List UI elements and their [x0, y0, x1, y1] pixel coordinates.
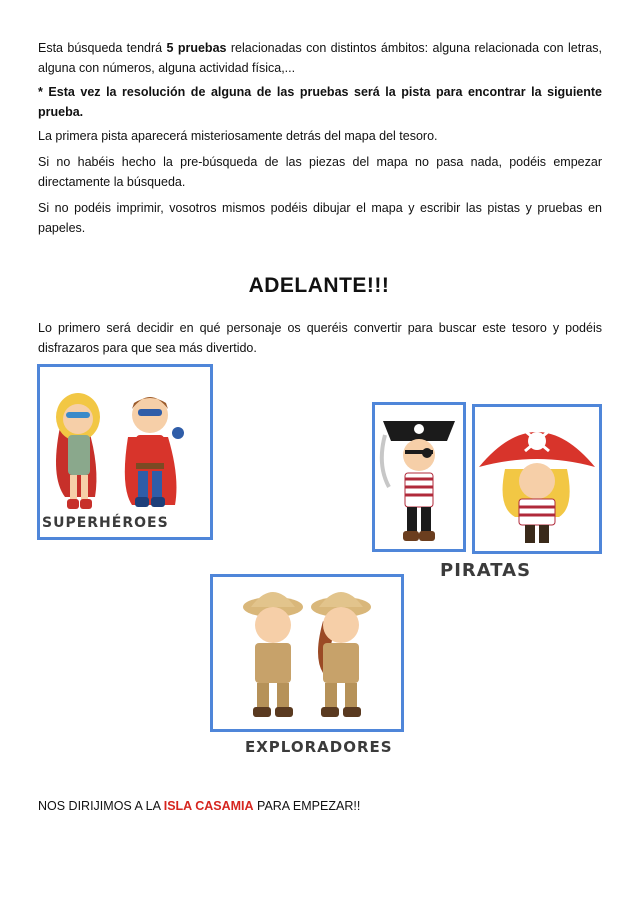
pirate-girl-card: [472, 404, 602, 554]
superheroes-illustration: [40, 367, 210, 537]
explorers-illustration: [213, 577, 401, 729]
clue-paragraph: La primera pista aparecerá misteriosamente detrás del mapa del tesoro.: [38, 129, 438, 143]
page-heading: ADELANTE!!!: [248, 274, 390, 297]
note-paragraph: * Esta vez la resolución de alguna de las pruebas será la pista para encontrar la siguiente prueba.: [38, 85, 602, 119]
intro-paragraph: [38, 38, 602, 78]
exploradores-label: EXPLORADORES: [245, 738, 393, 756]
intro-text-bold: 5 pruebas: [166, 41, 227, 55]
intro-text-a: Esta búsqueda tendrá: [38, 41, 167, 55]
closing-paragraph: [38, 796, 602, 816]
superheroes-card: [37, 364, 213, 540]
superheroes-label: SUPERHÉROES: [42, 515, 169, 531]
closing-text-c: PARA EMPEZAR!!: [253, 799, 361, 813]
intro-text-c: relacionadas con distintos ámbitos: alguna relacionada con letras, alguna con números, alguna actividad física,...: [38, 41, 602, 75]
explorers-card: [210, 574, 404, 732]
prehunt-paragraph: Si no habéis hecho la pre-búsqueda de las piezas del mapa no pasa nada, podéis empezar directamente la búsqueda.: [38, 155, 602, 189]
piratas-label: PIRATAS: [440, 560, 532, 581]
print-paragraph: Si no podéis imprimir, vosotros mismos podéis dibujar el mapa y escribir las pistas y pruebas en papeles.: [38, 201, 602, 235]
pirate-boy-illustration: [375, 405, 463, 549]
pirate-boy-card: [372, 402, 466, 552]
island-name: ISLA CASAMIA: [163, 799, 254, 813]
closing-text-a: NOS DIRIJIMOS A LA: [38, 799, 164, 813]
character-paragraph: Lo primero será decidir en qué personaje os queréis convertir para buscar este tesoro y podéis disfrazaros para que sea más divertido.: [38, 321, 602, 355]
pirate-girl-illustration: [475, 407, 599, 551]
